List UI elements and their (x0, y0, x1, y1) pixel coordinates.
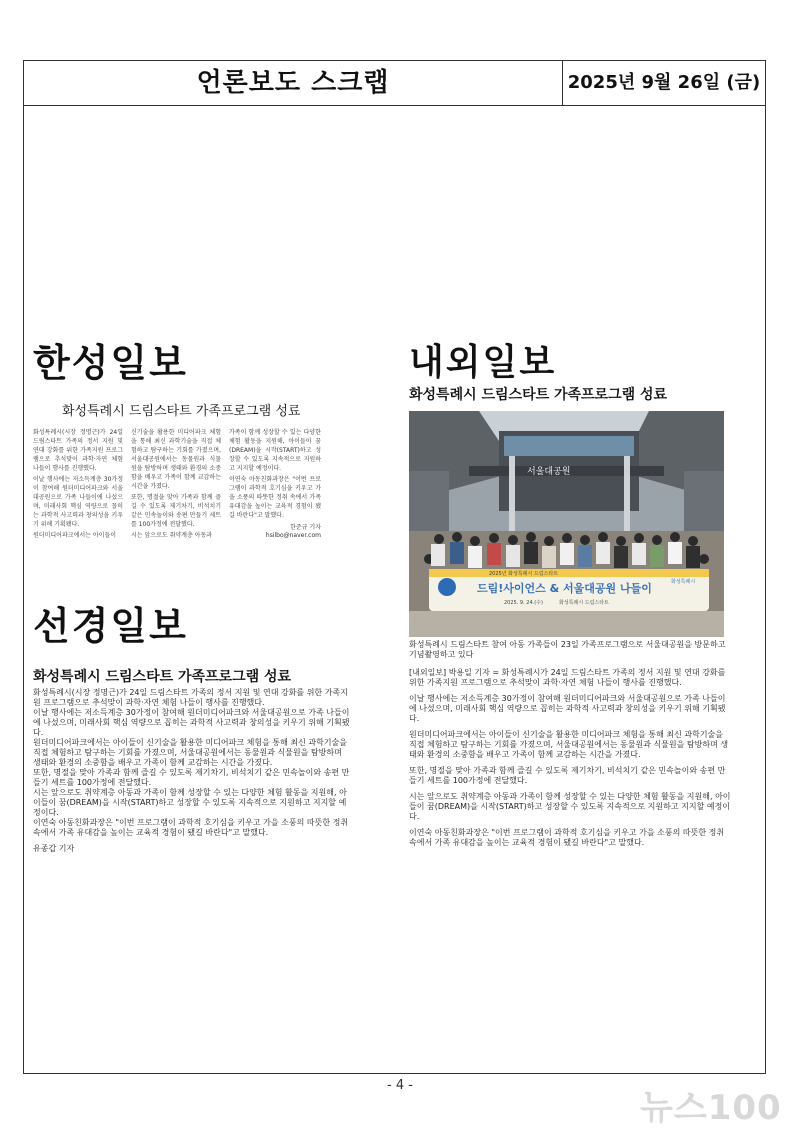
sungyung-p3: 원더미디어파크에서는 아이들이 신기술을 활용한 미디어파크 체험을 통해 최신 과학기술을 직접 체험하고 탐구하는 기회를 가졌으며, 서울대공원에서는 동물원과 식물원을 탐방하며 생태와 환경의 소중함을 배우고 가족이 함께 교감하는 시간을 가졌다. (33, 738, 348, 767)
banner-small-text: 2025년 화성특례시 드림스타트 (489, 571, 559, 577)
hansung-col2-p3: 시는 앞으로도 취약계층 아동과 (131, 532, 213, 539)
event-photo (409, 411, 724, 637)
naewoe-p1: [내외일보] 박용일 기자 = 화성특례시가 24일 드림스타트 가족의 정서 지원 및 연대 강화를 위한 가족지원 프로그램으로 추석맞이 과학·자연 체험 나들이 행사를 진행했다. (409, 668, 726, 687)
hansung-col2-p2: 또한, 명절을 맞아 가족과 함께 즐길 수 있도록 제기차기, 비석치기 같은 민속놀이와 송편 만들기 세트를 100가정에 전달했다. (131, 494, 221, 528)
sungyung-p1: 화성특례시(시장 정명근)가 24일 드림스타트 가족의 정서 지원 및 연대 강화를 위한 가족지원 프로그램으로 추석맞이 과학·자연 체험 나들이 행사를 진행했다. (33, 688, 348, 707)
photo-caption: 화성특례시 드림스타트 참여 아동 가족들이 23일 가족프로그램으로 서울대공원을 방문하고 기념촬영하고 있다 (409, 640, 726, 659)
hansung-headline: 화성특례시 드림스타트 가족프로그램 성료 (62, 404, 301, 419)
sungyung-p5: 시는 앞으로도 취약계층 아동과 가족이 함께 성장할 수 있는 다양한 체험 활동을 지원해, 아이들이 꿈(DREAM)을 시작(START)하고 성장할 수 있도록 지속적으로 지원하고 지지할 예정이다. (33, 788, 347, 817)
sungyung-masthead: 선경일보 (33, 604, 188, 648)
hansung-col-3 (229, 428, 321, 522)
naewoe-masthead: 내외일보 (409, 342, 557, 383)
hansung-col2-p1: 신기술을 활용한 미디어파크 체험을 통해 최신 과학기술을 직접 체험하고 탐구하는 기회를 가졌으며, 서울대공원에서는 동물원과 식물원을 탐방하며 생태와 환경의 소중함을 배우고 가족이 함께 교감하는 시간을 가졌다. (131, 429, 221, 490)
naewoe-headline: 화성특례시 드림스타트 가족프로그램 성료 (409, 387, 668, 403)
hansung-col3-p1: 가족이 함께 성장할 수 있는 다양한 체험 활동을 지원해, 아이들이 꿈(DREAM)을 시작(START)하고 성장할 수 있도록 지속적으로 지원하고 지지할 예정이다. (229, 429, 321, 472)
photo-sign: 서울대공원 (527, 467, 571, 477)
naewoe-p6: 이연숙 아동친화과장은 "이번 프로그램이 과학적 호기심을 키우고 가을 소풍의 따뜻한 정취 속에서 가족 유대감을 높이는 교육적 경험이 됐길 바란다"고 말했다. (409, 828, 725, 847)
sungyung-headline: 화성특례시 드림스타트 가족프로그램 성료 (33, 669, 292, 685)
hansung-reporter: 한준규 기자 (290, 524, 321, 531)
naewoe-p4: 또한, 명절을 맞아 가족과 함께 즐길 수 있도록 제기차기, 비석치기 같은 민속놀이와 송편 만들기 세트를 100가정에 전달했다. (409, 766, 726, 785)
naewoe-article (409, 668, 731, 848)
sungyung-p4: 또한, 명절을 맞아 가족과 함께 즐길 수 있도록 제기차기, 비석치기 같은 민속놀이와 송편 만들기 세트를 100가정에 전달했다. (33, 768, 350, 787)
naewoe-p2: 이날 행사에는 저소득계층 30가정이 참여해 원더미디어파크와 서울대공원으로 가족 나들이에 나섰으며, 미래사회 핵심 역량으로 꼽히는 과학적 사고력과 창의성을 키우기 위해 기획됐다. (409, 694, 726, 723)
sungyung-p2: 이날 행사에는 저소득계층 30가정이 참여해 원더미디어파크와 서울대공원으로 가족 나들이에 나섰으며, 미래사회 핵심 역량으로 꼽히는 과학적 사고력과 창의성을 키우기 위해 기획됐다. (33, 708, 350, 737)
sungyung-article (33, 688, 351, 854)
hansung-col-1 (33, 428, 123, 542)
scrap-title: 언론보도 스크랩 (196, 68, 390, 98)
scrap-header (24, 61, 765, 106)
hansung-col-2 (131, 428, 221, 542)
banner-main-text: 드림!사이언스 & 서울대공원 나들이 (477, 582, 652, 595)
banner-date-text: 2025. 9. 24.(수) (504, 600, 543, 606)
hansung-col3-p2: 이연숙 아동친화과장은 "이번 프로그램이 과학적 호기심을 키우고 가을 소풍의 따뜻한 정취 속에서 가족 유대감을 높이는 교육적 경험이 됐길 바란다"고 말했다. (229, 476, 321, 519)
hansung-col1-p3: 원더미디어파크에서는 아이들이 (33, 532, 117, 539)
scrap-date: 2025년 9월 26일 (금) (567, 72, 761, 93)
page-number: - 4 - (387, 1078, 413, 1093)
banner-right-text: 화성특례시 (671, 579, 696, 585)
hansung-col1-p2: 이날 행사에는 저소득계층 30가정이 참여해 원더미디어파크와 서울대공원으로 가족 나들이에 나섰으며, 미래사회 핵심 역량으로 꼽히는 과학적 사고력과 창의성을 키우기 위해 기획됐다. (33, 476, 123, 528)
hansung-masthead: 한성일보 (33, 341, 188, 385)
sungyung-p6: 이연숙 아동친화과장은 "이번 프로그램이 과학적 호기심을 키우고 가을 소풍의 따뜻한 정취 속에서 가족 유대감을 높이는 교육적 경험이 됐길 바란다"고 말했다. (33, 818, 349, 837)
hansung-col1-p1: 화성특례시(시장 정명근)가 24일 드림스타트 가족의 정서 지원 및 연대 강화를 위한 가족지원 프로그램으로 추석맞이 과학·자연 체험 나들이 행사를 진행했다. (33, 429, 123, 472)
banner-org-text: 화성특례시 드림스타트 (559, 600, 609, 606)
hansung-email: hsilbo@naver.com (265, 532, 321, 539)
sungyung-reporter: 유종갑 기자 (33, 844, 75, 853)
naewoe-p5: 시는 앞으로도 취약계층 아동과 가족이 함께 성장할 수 있는 다양한 체험 활동을 지원해, 아이들이 꿈(DREAM)을 시작(START)하고 성장할 수 있도록 지속적으로 지원하고 지지할 예정이다. (409, 792, 731, 821)
watermark-logo: 뉴스100 (640, 1088, 782, 1128)
naewoe-p3: 원더미디어파크에서는 아이들이 신기술을 활용한 미디어파크 체험을 통해 최신 과학기술을 직접 체험하고 탐구하는 기회를 가졌으며, 서울대공원에서는 동물원과 식물원을 탐방하며 생태와 환경의 소중함을 배우고 가족이 함께 교감하는 시간을 가졌다. (409, 730, 729, 759)
